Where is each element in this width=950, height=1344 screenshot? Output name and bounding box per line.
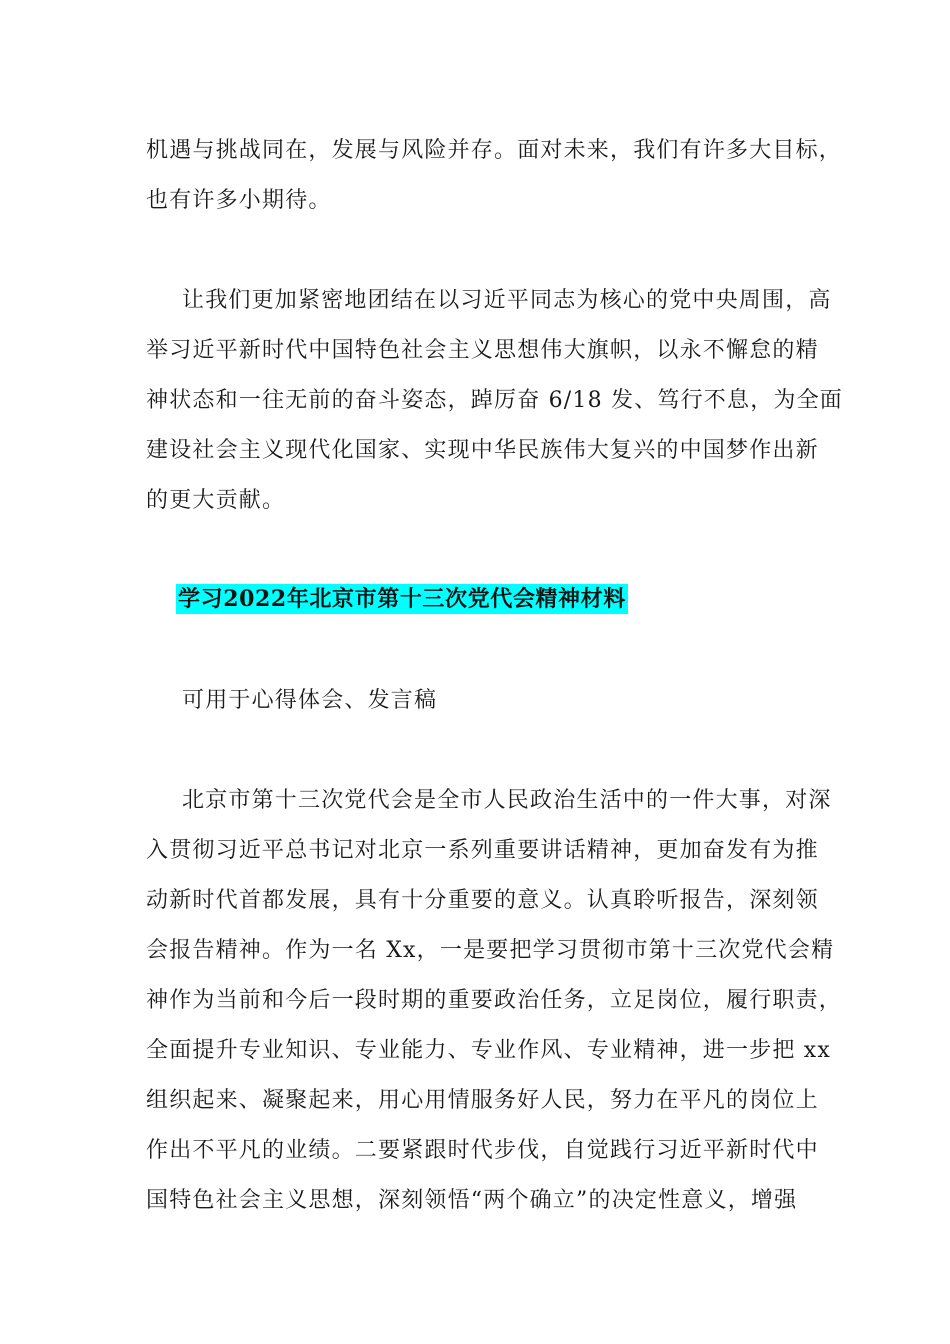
- section-heading: 学习2022年北京市第十三次党代会精神材料: [178, 586, 626, 612]
- para3-line-1: 北京市第十三次党代会是全市人民政治生活中的一件大事，对深: [182, 788, 832, 813]
- para3-line-9: 国特色社会主义思想，深刻领悟“两个确立”的决定性意义，增强: [146, 1188, 798, 1213]
- para2-line-3: 神状态和一往无前的奋斗姿态，踔厉奋 6/18 发、笃行不息，为全面: [146, 388, 843, 413]
- para1-line-2: 也有许多小期待。: [146, 188, 332, 213]
- para2-line-5: 的更大贡献。: [146, 488, 286, 513]
- para3-line-4: 会报告精神。作为一名 Xx，一是要把学习贯彻市第十三次党代会精: [146, 938, 835, 963]
- para3-line-8: 作出不平凡的业绩。二要紧跟时代步伐，自觉践行习近平新时代中: [146, 1138, 819, 1163]
- para2-line-4: 建设社会主义现代化国家、实现中华民族伟大复兴的中国梦作出新: [146, 438, 819, 463]
- para3-line-6: 全面提升专业知识、专业能力、专业作风、专业精神，进一步把 xx: [146, 1038, 832, 1063]
- para3-line-5: 神作为当前和今后一段时期的重要政治任务，立足岗位，履行职责，: [146, 988, 843, 1013]
- para3-line-7: 组织起来、凝聚起来，用心用情服务好人民，努力在平凡的岗位上: [146, 1088, 819, 1113]
- para1-line-1: 机遇与挑战同在，发展与风险并存。面对未来，我们有许多大目标，: [146, 138, 843, 163]
- section-heading-wrap: [176, 584, 628, 614]
- para2-line-1: 让我们更加紧密地团结在以习近平同志为核心的党中央周围，高: [182, 288, 832, 313]
- para3-line-2: 入贯彻习近平总书记对北京一系列重要讲话精神，更加奋发有为推: [146, 838, 819, 863]
- subtitle: 可用于心得体会、发言稿: [182, 688, 438, 713]
- para3-line-3: 动新时代首都发展，具有十分重要的意义。认真聆听报告，深刻领: [146, 888, 819, 913]
- para2-line-2: 举习近平新时代中国特色社会主义思想伟大旗帜，以永不懈怠的精: [146, 338, 819, 363]
